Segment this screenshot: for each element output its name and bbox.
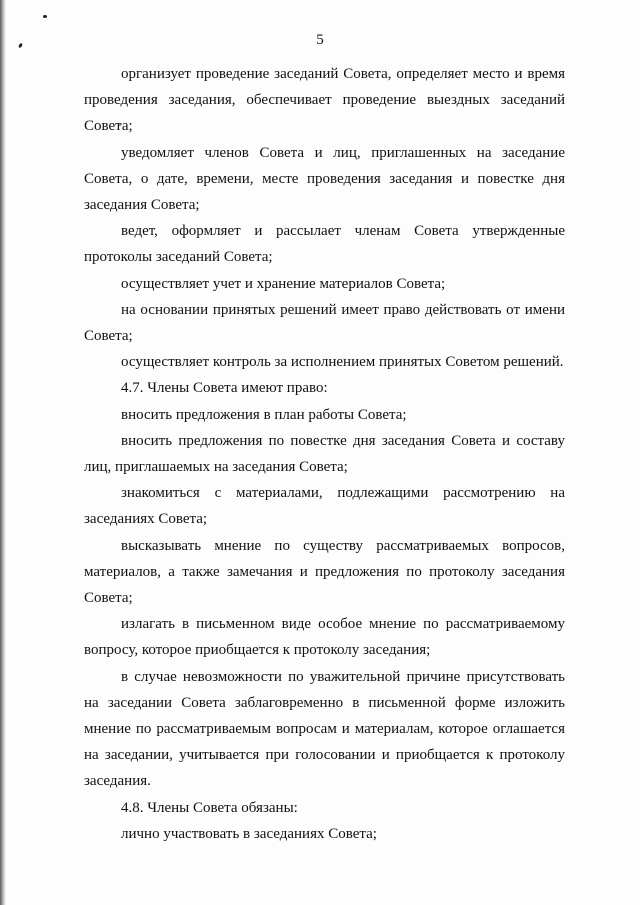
- scan-speck: [43, 15, 47, 18]
- paragraph: знакомиться с материалами, подлежащими рассмотрению на заседаниях Совета;: [84, 485, 565, 528]
- paragraph: вносить предложения в план работы Совета;: [121, 406, 407, 423]
- paragraph: излагать в письменном виде особое мнение по рассматриваемому вопросу, которое приобщается к протоколу заседания;: [84, 616, 565, 659]
- page-number: 5: [316, 32, 324, 48]
- scan-edge-shadow: [0, 0, 6, 905]
- paragraph: вносить предложения по повестке дня заседания Совета и составу лиц, приглашаемых на заседания Совета;: [84, 432, 565, 476]
- document-body: [84, 61, 565, 847]
- paragraph: осуществляет контроль за исполнением принятых Советом решений.: [121, 354, 564, 371]
- paragraph: на основании принятых решений имеет право действовать от имени Совета;: [84, 301, 565, 345]
- paragraph: ведет, оформляет и рассылает членам Совета утвержденные протоколы заседаний Совета;: [84, 223, 565, 266]
- section-heading: 4.7. Члены Совета имеют право:: [121, 380, 328, 397]
- paragraph: осуществляет учет и хранение материалов Совета;: [121, 275, 446, 292]
- paragraph: уведомляет членов Совета и лиц, приглашенных на заседание Совета, о дате, времени, месте проведения заседания и повестке дня заседания Совета;: [84, 144, 565, 214]
- section-heading: 4.8. Члены Совета обязаны:: [121, 799, 298, 816]
- paragraph: лично участвовать в заседаниях Совета;: [121, 825, 377, 842]
- paragraph: высказывать мнение по существу рассматриваемых вопросов, материалов, а также замечания и предложения по протоколу заседания Совета;: [84, 537, 565, 607]
- paragraph: в случае невозможности по уважительной причине присутствовать на заседании Совета заблаговременно в письменной форме изложить мнение по рассматриваемым вопросам и материалам, которое оглашается на заседании, учитывается при голосовании и приобщается к протоколу заседания.: [84, 668, 565, 790]
- paragraph: организует проведение заседаний Совета, определяет место и время проведения заседания, обеспечивает проведение выездных заседаний Совета;: [84, 66, 565, 135]
